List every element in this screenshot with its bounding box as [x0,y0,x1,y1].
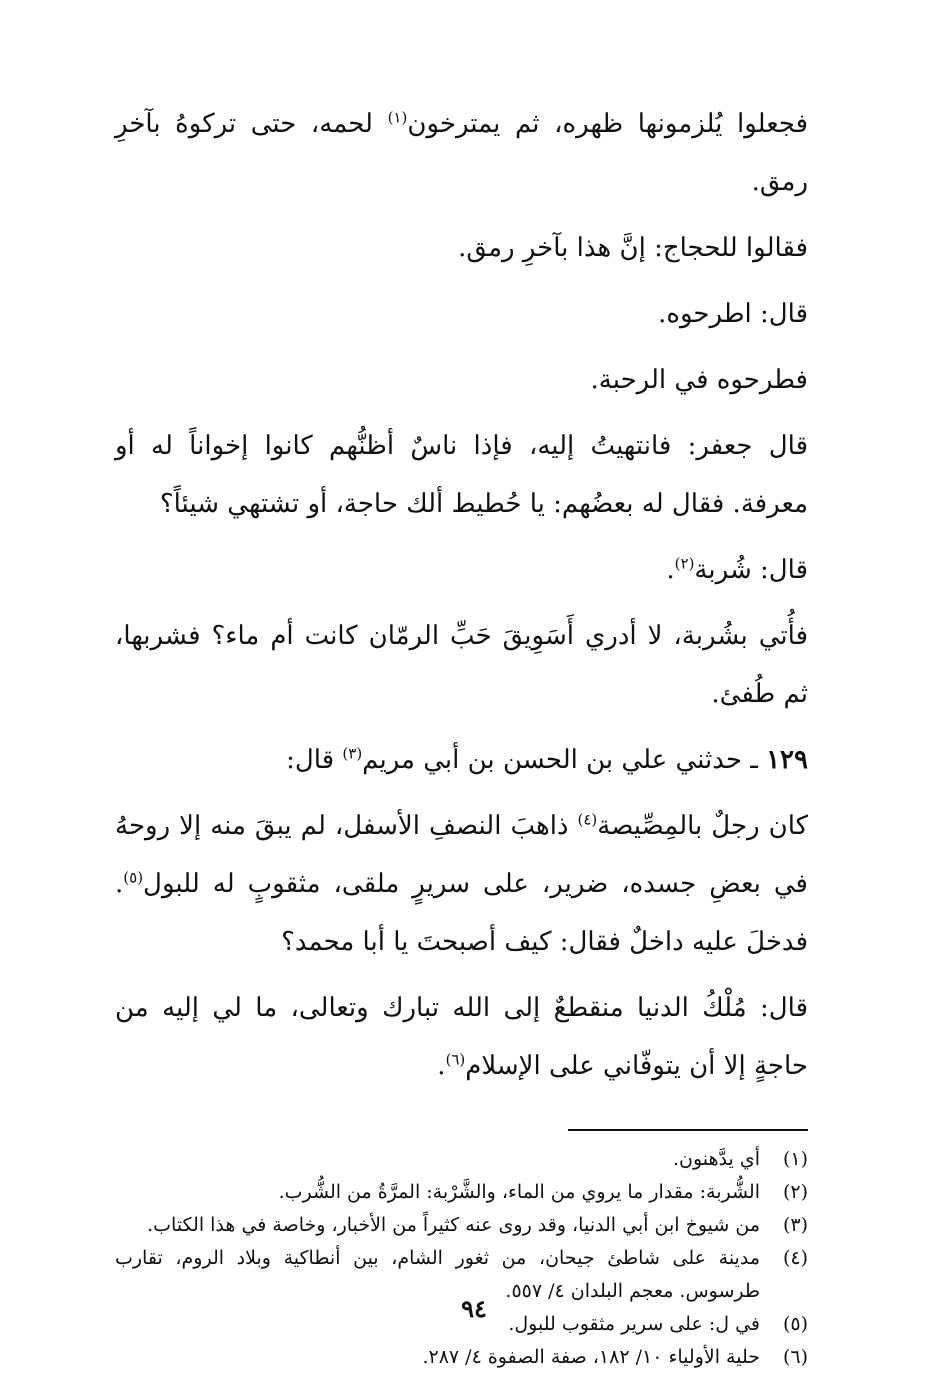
page-number: ٩٤ [461,1294,487,1323]
paragraph-4: فطرحوه في الرحبة. [590,365,808,395]
footnote-text: في ل: على سرير مثقوب للبول. [508,1313,760,1335]
footnote-ref[interactable]: (٣) [342,744,363,763]
footnote-text: من شيوخ ابن أبي الدنيا، وقد روى عنه كثيراً من الأخبار، وخاصة في هذا الكتاب. [147,1214,760,1236]
footnote-text: مدينة على شاطئ جيحان، من ثغور الشام، بين أنطاكية وبلاد الروم، تقارب طرسوس. معجم البلدان ٤/ ٥٥٧. [115,1247,760,1302]
footnote-ref[interactable]: (٦) [445,1050,466,1069]
footnote-ref[interactable]: (٤) [577,810,598,829]
footnote-text: حلية الأولياء ١٠/ ١٨٢، صفة الصفوة ٤/ ٢٨٧. [422,1346,760,1368]
footnote-ref[interactable]: (٢) [674,554,695,573]
footnote-item [115,1176,808,1209]
footnote-item [115,1209,808,1242]
footnote-ref[interactable]: (١) [387,108,408,127]
paragraph-text: قال: مُلْكُ الدنيا منقطعٌ إلى الله تبارك وتعالى، ما لي إليه من حاجةٍ إلا أن يتوفّاني على الإسلام [115,993,808,1081]
paragraph-text: قال: شُربة [694,555,808,585]
paragraph-9 [115,979,808,1095]
paragraph-text: ـ حدثني علي بن الحسن بن أبي مريم [362,745,767,775]
hadith-number: ١٢٩ [766,745,808,775]
footnote-number: (٣) [782,1214,808,1236]
paragraph-1 [115,95,808,211]
paragraph-5: قال جعفر: فانتهيتُ إليه، فإذا ناسٌ أظنُّهم كانوا إخواناً له أو معرفة. فقال له بعضُهم: يا حُطيط ألك حاجة، أو تشتهي شيئاً؟ [115,431,808,519]
footnote-item [115,1143,808,1176]
paragraph-2: فقالوا للحجاج: إنَّ هذا بآخرِ رمق. [458,233,808,263]
paragraph-7: فأُتي بشُربة، لا أدري أَسَوِيقَ حَبِّ الرمّان كانت أم ماء؟ فشربها، ثم طُفئ. [115,621,808,709]
paragraph-8 [115,797,808,971]
paragraph-text: . [437,1051,446,1081]
footnote-text: أي يدَّهنون. [672,1148,760,1170]
paragraph-3: قال: اطرحوه. [658,299,808,329]
footnote-number: (٦) [782,1346,808,1368]
footnotes [115,1143,808,1374]
paragraph-text: كان رجلٌ بالمِصِّيصة [597,811,808,841]
paragraph-text: ذاهبَ النصفِ الأسفل، لم يبقَ منه إلا روحهُ في بعضِ جسده، ضرير، على سريرٍ ملقى، مثقوبٍ له للبول [115,811,808,899]
paragraph-6 [115,541,808,599]
footnote-number: (١) [782,1148,808,1170]
paragraph-text: . [666,555,675,585]
hadith-heading [115,731,808,789]
footnote-text: الشُّربة: مقدار ما يروي من الماء، والشَّرْبة: المرَّةُ من الشُّرب. [278,1181,760,1203]
footnote-number: (٥) [782,1313,808,1335]
page-body [115,95,808,1368]
paragraph-text: قال: [286,745,343,775]
paragraph-text: فجعلوا يُلزمونها ظهره، ثم يمترخون [407,109,808,139]
paragraph-text: . فدخلَ عليه داخلٌ فقال: كيف أصبحتَ يا أبا محمد؟ [115,869,808,957]
paragraph-text: لحمه، حتى تركوهُ بآخرِ رمق. [115,109,808,197]
footnote-number: (٢) [782,1181,808,1203]
footnote-ref[interactable]: (٥) [123,868,144,887]
footnote-divider [568,1129,808,1131]
footnote-item [115,1341,808,1374]
footnote-number: (٤) [782,1247,808,1269]
